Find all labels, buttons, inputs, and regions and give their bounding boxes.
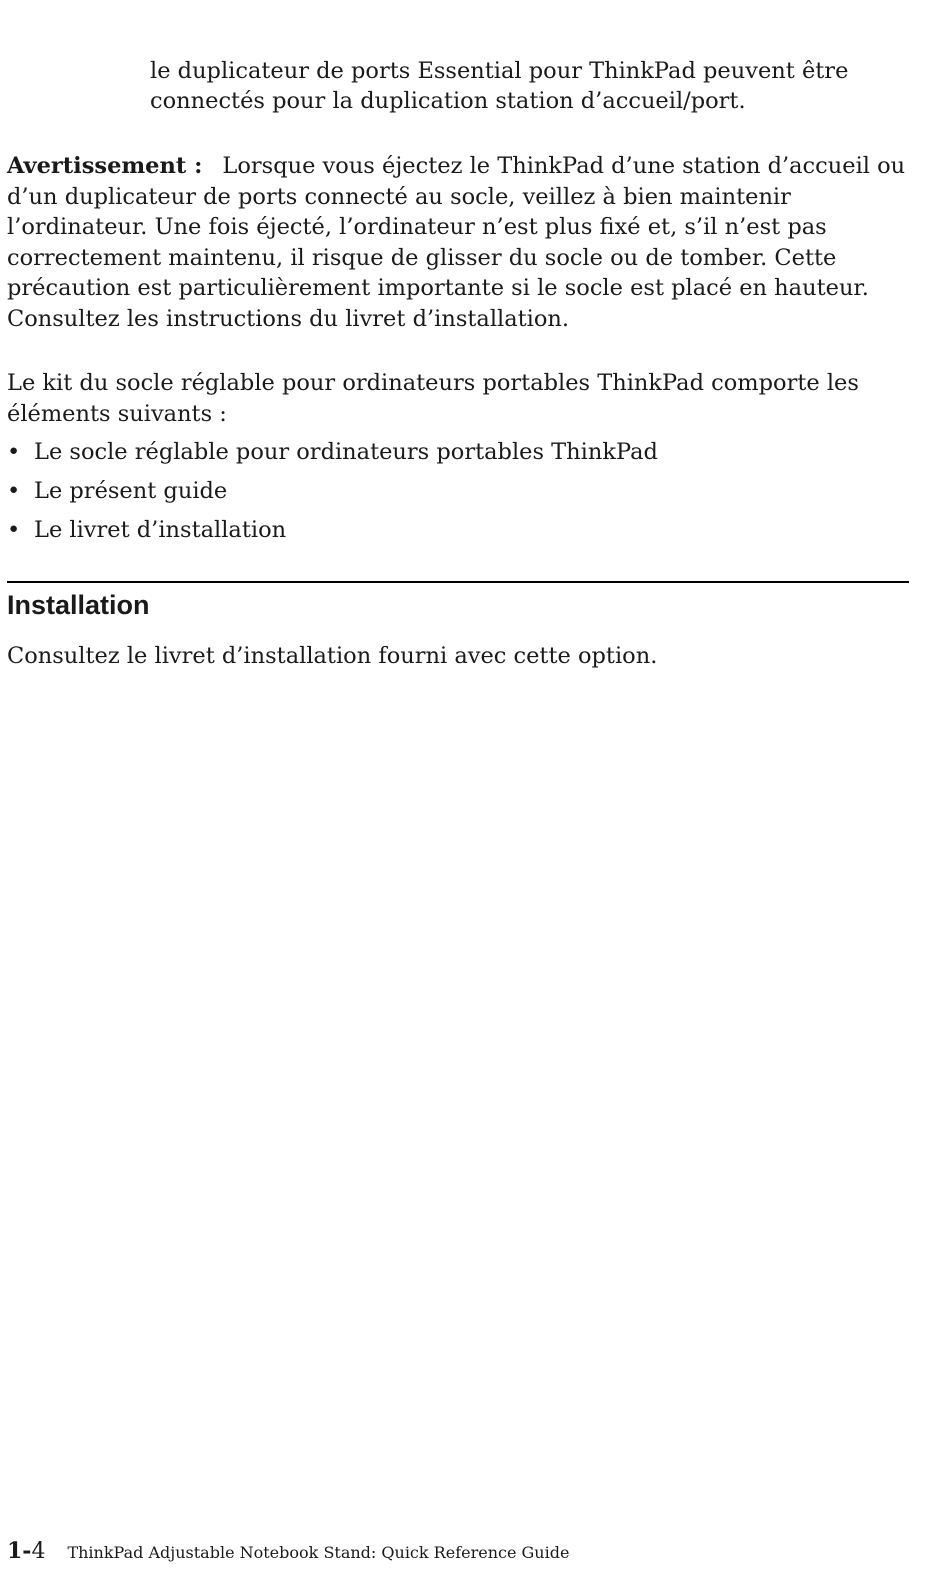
text-line: éléments suivants : [7, 400, 227, 427]
section-body: Consultez le livret d’installation fourni avec cette option. [7, 643, 658, 669]
list-item [7, 515, 907, 554]
page-number [7, 1539, 45, 1564]
section-title: Installation [7, 590, 150, 620]
warning-line: d’un duplicateur de ports connecté au socle, veillez à bien maintenir [7, 183, 791, 210]
kit-items-list [7, 437, 907, 554]
warning-line: correctement maintenu, il risque de glisser du socle ou de tomber. Cette [7, 244, 837, 271]
warning-line: précaution est particulièrement importante si le socle est placé en hauteur. [7, 275, 869, 302]
warning-line: Lorsque vous éjectez le ThinkPad d’une station d’accueil ou [222, 153, 906, 179]
bullet-icon: • [7, 478, 21, 504]
bullet-icon: • [7, 517, 21, 543]
footer-title: ThinkPad Adjustable Notebook Stand: Quick Reference Guide [67, 1543, 570, 1562]
list-item [7, 437, 907, 476]
warning-line: Consultez les instructions du livret d’installation. [7, 305, 570, 332]
kit-intro-paragraph [7, 368, 907, 429]
list-item-text: Le socle réglable pour ordinateurs portables ThinkPad [34, 439, 658, 465]
page-footer [7, 1538, 907, 1564]
continuation-paragraph [150, 56, 910, 116]
chapter-number: 1- [7, 1538, 32, 1564]
warning-line: l’ordinateur. Une fois éjecté, l’ordinateur n’est plus fixé et, s’il n’est pas [7, 214, 827, 241]
list-item-text: Le présent guide [34, 478, 228, 504]
list-item [7, 476, 907, 515]
page-number-value: 4 [31, 1539, 46, 1564]
text-line: connectés pour la duplication station d’accueil/port. [150, 88, 746, 114]
text-line: le duplicateur de ports Essential pour ThinkPad peuvent être [150, 58, 849, 84]
list-item-text: Le livret d’installation [34, 517, 287, 543]
warning-paragraph [7, 151, 907, 335]
text-line: Le kit du socle réglable pour ordinateurs portables ThinkPad comporte les [7, 370, 859, 396]
warning-label: Avertissement : [7, 153, 203, 179]
bullet-icon: • [7, 439, 21, 465]
section-divider [7, 581, 909, 583]
text-line [7, 151, 907, 182]
